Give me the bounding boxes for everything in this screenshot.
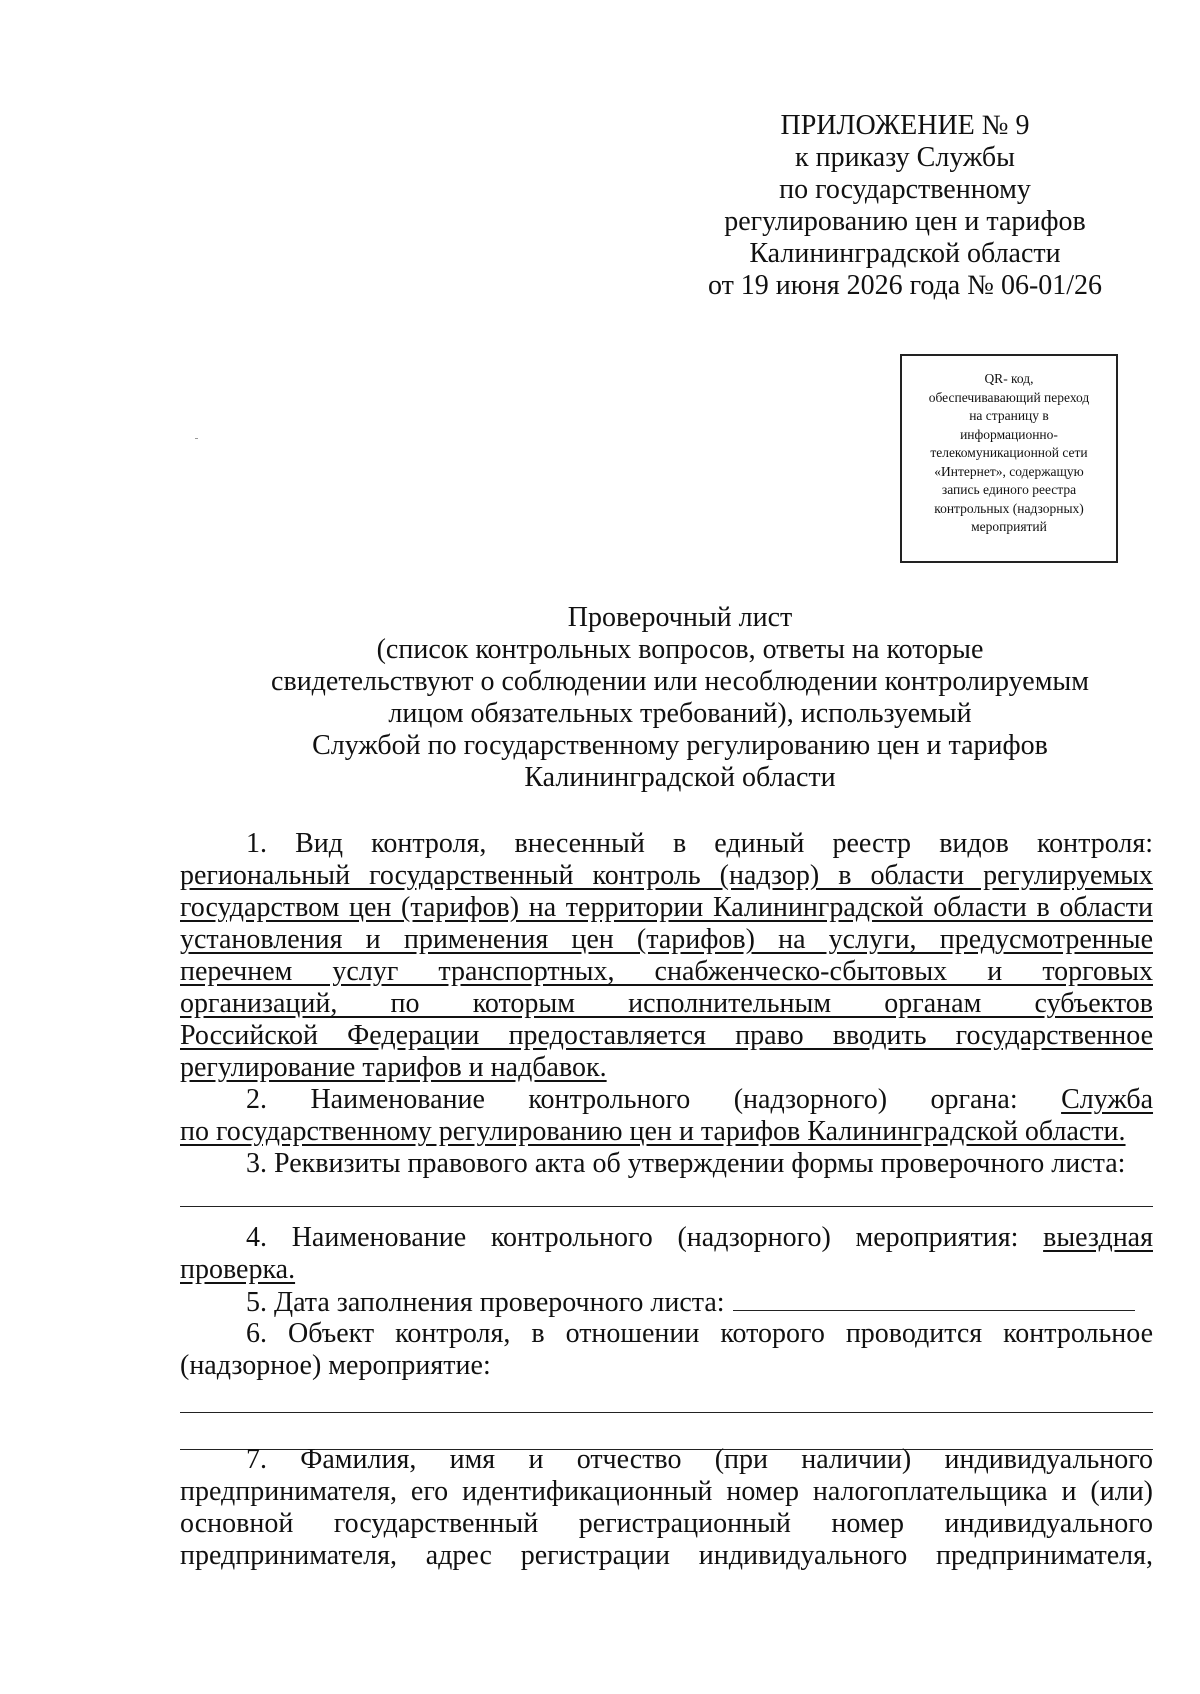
title-line: Службой по государственному регулированию цен и тарифов — [312, 730, 1048, 761]
item-3-blank-line[interactable] — [180, 1180, 1153, 1207]
appendix-line: по государственному — [779, 174, 1031, 205]
item-1-value-line: государством цен (тарифов) на территории Калининградской области в области — [180, 892, 1153, 923]
item-1-value-line: установления и применения цен (тарифов) на услуги, предусмотренные — [180, 924, 1153, 955]
item-1-lead: 1. Вид контроля, внесенный в единый реестр видов контроля: — [246, 828, 1153, 859]
item-4-value-rest: проверка. — [180, 1254, 296, 1285]
item-5-fill-date — [180, 1286, 1153, 1319]
title-line: свидетельствуют о соблюдении или несоблюдении контролируемым — [271, 666, 1089, 697]
item-2-value-rest: по государственному регулированию цен и тарифов Калининградской области. — [180, 1116, 1126, 1147]
item-1-value-line: регулирование тарифов и надбавок. — [180, 1052, 607, 1083]
qr-box-line: запись единого реестра — [941, 482, 1077, 497]
scan-speck — [195, 438, 198, 439]
item-4-lead: 4. Наименование контрольного (надзорного) мероприятия: — [246, 1222, 1019, 1253]
item-4-value-start: выездная — [1043, 1222, 1153, 1253]
item-4-event-type — [180, 1222, 1153, 1286]
appendix-title: ПРИЛОЖЕНИЕ № 9 — [780, 110, 1030, 141]
appendix-header — [690, 110, 1120, 302]
qr-box-line: QR- код, — [984, 371, 1034, 386]
qr-box-line: телекомуникационной сети — [930, 445, 1088, 460]
title-line: Калининградской области — [524, 762, 836, 793]
qr-box-line: контрольных (надзорных) — [934, 500, 1084, 516]
appendix-date-line: от 19 июня 2026 года № 06-01/26 — [707, 270, 1103, 301]
item-7-line: основной государственный регистрационный номер индивидуального — [180, 1508, 1153, 1539]
item-5-lead: 5. Дата заполнения проверочного листа: — [246, 1287, 725, 1318]
qr-box-line: «Интернет», содержащую — [934, 463, 1084, 479]
item-1-value-last — [180, 1052, 1153, 1084]
item-3-legal-act — [180, 1148, 1153, 1207]
item-4-lead-line — [180, 1222, 1153, 1254]
qr-box-line: обеспечивавающий переход — [928, 389, 1090, 405]
item-1-value-line: организаций, по которым исполнительным органам субъектов — [180, 988, 1153, 1019]
qr-box-line: на страницу в — [969, 408, 1049, 423]
item-2-lead-line — [180, 1084, 1153, 1116]
item-7-entrepreneur-info — [180, 1444, 1153, 1572]
item-6-blank-line-1[interactable] — [180, 1382, 1153, 1413]
document-title — [170, 602, 1190, 794]
title-line: лицом обязательных требований), используемый — [388, 698, 972, 729]
qr-box-line: информационно- — [960, 426, 1058, 442]
title-line: (список контрольных вопросов, ответы на которые — [376, 634, 984, 665]
item-5-date-blank[interactable] — [733, 1286, 1135, 1311]
item-3-lead: 3. Реквизиты правового акта об утверждении формы проверочного листа: — [246, 1148, 1126, 1179]
item-6-line-1: 6. Объект контроля, в отношении которого проводится контрольное — [246, 1318, 1153, 1349]
title-line: Проверочный лист — [567, 602, 793, 633]
item-1-value-line: региональный государственный контроль (надзор) в области регулируемых — [180, 860, 1153, 891]
item-6-control-object — [180, 1318, 1153, 1450]
item-2-lead: 2. Наименование контрольного (надзорного) органа: — [246, 1084, 1018, 1115]
item-7-line: 7. Фамилия, имя и отчество (при наличии) индивидуального — [246, 1444, 1153, 1475]
qr-box-line: мероприятий — [971, 519, 1047, 534]
item-7-line: предпринимателя, его идентификационный номер налогоплательщика и (или) — [180, 1476, 1153, 1507]
item-1-value-line: Российской Федерации предоставляется право вводить государственное — [180, 1020, 1153, 1051]
item-5-line — [180, 1286, 1153, 1319]
item-7-line: предпринимателя, адрес регистрации индивидуального предпринимателя, — [180, 1540, 1153, 1571]
item-6-line-2: (надзорное) мероприятие: — [180, 1350, 491, 1381]
item-1-value-line: перечнем услуг транспортных, снабженческо-сбытовых и торговых — [180, 956, 1153, 987]
appendix-line: к приказу Службы — [795, 142, 1015, 173]
qr-code-placeholder-box — [900, 354, 1118, 563]
appendix-line: Калининградской области — [749, 238, 1061, 269]
item-2-control-authority — [180, 1084, 1153, 1148]
item-2-value-start: Служба — [1061, 1084, 1154, 1115]
appendix-line: регулированию цен и тарифов — [724, 206, 1086, 237]
item-1-control-type — [180, 828, 1153, 1084]
